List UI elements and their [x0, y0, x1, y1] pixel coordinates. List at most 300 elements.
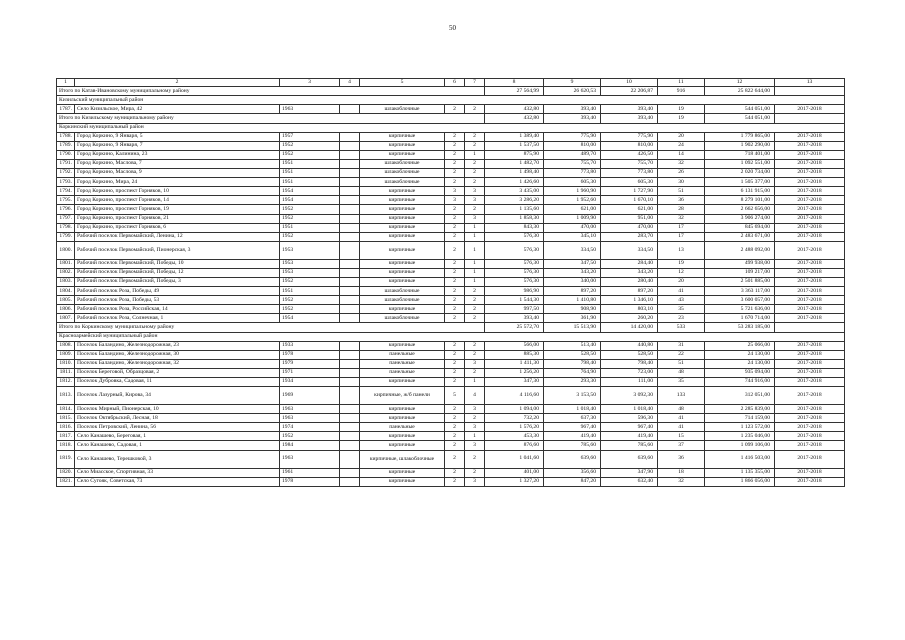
blank-cell [340, 350, 360, 359]
address-cell: Рабочий поселок Роза, Победы, 53 [75, 296, 280, 305]
wall-material-cell: кирпичные [360, 141, 445, 150]
row-number-cell: 1802. [57, 268, 75, 277]
residents-cell: 31 [658, 341, 705, 350]
column-number-cell: 7 [465, 79, 485, 87]
area-premises-cell: 1 009,90 [544, 214, 601, 223]
column-number-cell: 4 [340, 79, 360, 87]
cost-cell: 2 483 671,00 [705, 232, 775, 241]
row-number-cell: 1815. [57, 414, 75, 423]
area-premises-cell: 798,40 [544, 359, 601, 368]
area-residential-cell: 334,50 [601, 241, 658, 259]
row-number-cell: 1788. [57, 132, 75, 141]
district-total-row [57, 87, 845, 96]
period-cell: 2017-2018 [775, 378, 845, 387]
cost-cell: 2 488 092,00 [705, 241, 775, 259]
area-residential-cell: 605,30 [601, 178, 658, 187]
year-cell: 1974 [280, 423, 340, 432]
residents-cell: 12 [658, 268, 705, 277]
table-row [57, 187, 845, 196]
area-premises-cell: 775,90 [544, 132, 601, 141]
period-cell: 2017-2018 [775, 468, 845, 477]
row-number-cell: 1818. [57, 441, 75, 450]
cost-cell: 2 662 656,00 [705, 205, 775, 214]
floors-cell: 2 [445, 414, 465, 423]
cost-cell: 718 401,00 [705, 150, 775, 159]
row-number-cell: 1799. [57, 232, 75, 241]
floors-cell: 2 [445, 205, 465, 214]
cost-cell: 1 092 551,00 [705, 159, 775, 168]
area-cell: 1 544,30 [485, 296, 544, 305]
cost-cell: 744 916,00 [705, 378, 775, 387]
area-cell: 347,30 [485, 378, 544, 387]
period-cell: 2017-2018 [775, 241, 845, 259]
area-cell: 876,60 [485, 441, 544, 450]
residents-cell: 22 [658, 350, 705, 359]
year-cell: 1969 [280, 387, 340, 405]
wall-material-cell: шлакоблочные [360, 159, 445, 168]
table-row [57, 296, 845, 305]
year-cell: 1952 [280, 432, 340, 441]
floors-cell: 2 [445, 350, 465, 359]
period-cell: 2017-2018 [775, 214, 845, 223]
area-cell: 1 858,30 [485, 214, 544, 223]
entrances-cell: 1 [465, 378, 485, 387]
total-area-residential-cell: 22 206,87 [601, 87, 658, 96]
cost-cell: 3 363 117,00 [705, 287, 775, 296]
residents-cell: 17 [658, 223, 705, 232]
period-cell: 2017-2018 [775, 223, 845, 232]
total-cost-cell: 53 283 185,00 [705, 323, 775, 332]
area-cell: 3 286,20 [485, 196, 544, 205]
area-cell: 997,50 [485, 305, 544, 314]
row-number-cell: 1792. [57, 169, 75, 178]
wall-material-cell: кирпичные [360, 468, 445, 477]
area-premises-cell: 621,00 [544, 205, 601, 214]
cost-cell: 24 130,00 [705, 350, 775, 359]
address-cell: Поселок Баландино, Железнодорожная, 32 [75, 359, 280, 368]
cost-cell: 2 501 885,00 [705, 277, 775, 286]
table-row [57, 105, 845, 114]
blank-cell [340, 378, 360, 387]
year-cell: 1963 [280, 450, 340, 468]
residents-cell: 17 [658, 232, 705, 241]
address-cell: Город Коркино, проспект Горняков, 6 [75, 223, 280, 232]
table-row [57, 423, 845, 432]
district-section-label: Красноармейский муниципальный район [57, 332, 845, 341]
cost-cell: 1 235 046,00 [705, 432, 775, 441]
area-residential-cell: 596,30 [601, 414, 658, 423]
floors-cell: 2 [445, 314, 465, 323]
wall-material-cell: панельные [360, 423, 445, 432]
address-cell: Город Коркино, Мира, 24 [75, 178, 280, 187]
row-number-cell: 1787. [57, 105, 75, 114]
total-area-premises-cell: 15 513,90 [544, 323, 601, 332]
area-cell: 3 435,00 [485, 187, 544, 196]
row-number-cell: 1801. [57, 259, 75, 268]
area-cell: 1 256,20 [485, 368, 544, 377]
area-cell: 1 482,70 [485, 159, 544, 168]
residents-cell: 32 [658, 214, 705, 223]
year-cell: 1952 [280, 296, 340, 305]
address-cell: Город Коркино, Маслова, 7 [75, 159, 280, 168]
address-cell: Город Коркино, Маслова, 9 [75, 169, 280, 178]
row-number-cell: 1797. [57, 214, 75, 223]
blank-cell [340, 223, 360, 232]
row-number-cell: 1789. [57, 141, 75, 150]
page-number: 50 [449, 24, 456, 32]
total-cost-cell: 544 051,00 [705, 114, 775, 123]
residents-cell: 41 [658, 414, 705, 423]
column-number-row [57, 79, 845, 87]
table-row [57, 414, 845, 423]
wall-material-cell: кирпичные [360, 405, 445, 414]
row-number-cell: 1814. [57, 405, 75, 414]
entrances-cell: 3 [465, 187, 485, 196]
address-cell: Поселок Лазурный, Кирова, 34 [75, 387, 280, 405]
address-cell: Поселок Октябрьский, Лесная, 18 [75, 414, 280, 423]
area-cell: 732,20 [485, 414, 544, 423]
period-cell: 2017-2018 [775, 268, 845, 277]
entrances-cell: 1 [465, 223, 485, 232]
cost-cell: 544 051,00 [705, 105, 775, 114]
entrances-cell: 2 [465, 205, 485, 214]
area-premises-cell: 847,20 [544, 477, 601, 486]
table-row [57, 241, 845, 259]
period-cell: 2017-2018 [775, 196, 845, 205]
address-cell: Рабочий поселок Роза, Солнечная, 1 [75, 314, 280, 323]
row-number-cell: 1806. [57, 305, 75, 314]
floors-cell: 2 [445, 468, 465, 477]
district-total-row [57, 323, 845, 332]
district-section-row [57, 123, 845, 132]
column-number-cell: 3 [280, 79, 340, 87]
year-cell: 1951 [280, 287, 340, 296]
year-cell: 1934 [280, 378, 340, 387]
address-cell: Поселок Дубровка, Садовая, 11 [75, 378, 280, 387]
area-premises-cell: 489,70 [544, 150, 601, 159]
district-total-label: Итого по Катав-Ивановскому муниципальному району [57, 87, 485, 96]
area-residential-cell: 1 670,10 [601, 196, 658, 205]
cost-cell: 935 094,00 [705, 368, 775, 377]
floors-cell: 2 [445, 423, 465, 432]
total-area-residential-cell: 393,40 [601, 114, 658, 123]
blank-cell [340, 441, 360, 450]
area-premises-cell: 393,40 [544, 105, 601, 114]
row-number-cell: 1794. [57, 187, 75, 196]
wall-material-cell: кирпичные [360, 214, 445, 223]
year-cell: 1951 [280, 178, 340, 187]
table-row [57, 468, 845, 477]
column-number-cell: 12 [705, 79, 775, 87]
floors-cell: 2 [445, 432, 465, 441]
year-cell: 1952 [280, 305, 340, 314]
row-number-cell: 1804. [57, 287, 75, 296]
area-premises-cell: 513,40 [544, 341, 601, 350]
area-residential-cell: 284,40 [601, 259, 658, 268]
wall-material-cell: шлакоблочные [360, 296, 445, 305]
year-cell: 1951 [280, 169, 340, 178]
residents-cell: 13 [658, 241, 705, 259]
residents-cell: 51 [658, 187, 705, 196]
address-cell: Город Коркино, проспект Горняков, 14 [75, 196, 280, 205]
total-area-cell: 27 564,99 [485, 87, 544, 96]
floors-cell: 2 [445, 105, 465, 114]
blank-cell [340, 196, 360, 205]
entrances-cell: 2 [465, 159, 485, 168]
entrances-cell: 2 [465, 178, 485, 187]
period-cell: 2017-2018 [775, 141, 845, 150]
period-cell: 2017-2018 [775, 405, 845, 414]
cost-cell: 24 130,00 [705, 359, 775, 368]
floors-cell: 2 [445, 441, 465, 450]
floors-cell: 2 [445, 178, 465, 187]
area-premises-cell: 639,60 [544, 450, 601, 468]
wall-material-cell: кирпичные [360, 378, 445, 387]
year-cell: 1952 [280, 141, 340, 150]
address-cell: Поселок Петровский, Ленина, 56 [75, 423, 280, 432]
table-row [57, 259, 845, 268]
area-premises-cell: 334,50 [544, 241, 601, 259]
area-cell: 1 537,50 [485, 141, 544, 150]
wall-material-cell: кирпичные [360, 432, 445, 441]
cost-cell: 714 159,00 [705, 414, 775, 423]
wall-material-cell: кирпичные [360, 132, 445, 141]
blank-cell [340, 405, 360, 414]
year-cell: 1953 [280, 268, 340, 277]
entrances-cell: 1 [465, 150, 485, 159]
table-row [57, 368, 845, 377]
table-row [57, 314, 845, 323]
area-cell: 576,30 [485, 277, 544, 286]
wall-material-cell: кирпичные [360, 205, 445, 214]
entrances-cell: 1 [465, 232, 485, 241]
year-cell: 1978 [280, 477, 340, 486]
table-row [57, 405, 845, 414]
row-number-cell: 1819. [57, 450, 75, 468]
row-number-cell: 1798. [57, 223, 75, 232]
row-number-cell: 1796. [57, 205, 75, 214]
area-premises-cell: 810,00 [544, 141, 601, 150]
area-residential-cell: 798,40 [601, 359, 658, 368]
address-cell: Рабочий поселок Первомайский, Победы, 12 [75, 268, 280, 277]
blank-cell [340, 268, 360, 277]
total-area-cell: 25 572,70 [485, 323, 544, 332]
entrances-cell: 2 [465, 468, 485, 477]
area-residential-cell: 419,40 [601, 432, 658, 441]
floors-cell: 2 [445, 287, 465, 296]
floors-cell: 2 [445, 169, 465, 178]
period-cell: 2017-2018 [775, 423, 845, 432]
cost-cell: 3 906 274,00 [705, 214, 775, 223]
address-cell: Поселок Береговой, Образцовая, 2 [75, 368, 280, 377]
total-area-cell: 432,80 [485, 114, 544, 123]
blank-cell [340, 232, 360, 241]
address-cell: Село Сугояк, Советская, 73 [75, 477, 280, 486]
area-premises-cell: 1 018,40 [544, 405, 601, 414]
table-row [57, 141, 845, 150]
entrances-cell: 3 [465, 359, 485, 368]
wall-material-cell: шлакоблочные [360, 314, 445, 323]
district-section-label: Коркинский муниципальный район [57, 123, 845, 132]
area-residential-cell: 280,40 [601, 277, 658, 286]
area-cell: 576,30 [485, 259, 544, 268]
residents-cell: 133 [658, 387, 705, 405]
total-period-cell [775, 87, 845, 96]
table-row [57, 477, 845, 486]
total-period-cell [775, 114, 845, 123]
row-number-cell: 1807. [57, 314, 75, 323]
cost-cell: 2 020 734,00 [705, 169, 775, 178]
blank-cell [340, 277, 360, 286]
area-residential-cell: 1 727,90 [601, 187, 658, 196]
cost-cell: 499 938,00 [705, 259, 775, 268]
residents-cell: 41 [658, 287, 705, 296]
floors-cell: 2 [445, 132, 465, 141]
blank-cell [340, 423, 360, 432]
residents-cell: 30 [658, 178, 705, 187]
table-row [57, 268, 845, 277]
address-cell: Село Канашево, Береговая, 1 [75, 432, 280, 441]
address-cell: Город Коркино, проспект Горняков, 19 [75, 205, 280, 214]
residents-cell: 19 [658, 105, 705, 114]
cost-cell: 1 670 714,00 [705, 314, 775, 323]
table-row [57, 196, 845, 205]
row-number-cell: 1813. [57, 387, 75, 405]
blank-cell [340, 169, 360, 178]
residents-cell: 41 [658, 423, 705, 432]
residents-cell: 35 [658, 378, 705, 387]
period-cell: 2017-2018 [775, 441, 845, 450]
area-residential-cell: 470,00 [601, 223, 658, 232]
period-cell: 2017-2018 [775, 187, 845, 196]
row-number-cell: 1791. [57, 159, 75, 168]
cost-cell: 1 416 503,00 [705, 450, 775, 468]
year-cell: 1963 [280, 105, 340, 114]
row-number-cell: 1803. [57, 277, 75, 286]
blank-cell [340, 241, 360, 259]
period-cell: 2017-2018 [775, 387, 845, 405]
total-period-cell [775, 323, 845, 332]
area-cell: 875,90 [485, 150, 544, 159]
wall-material-cell: кирпичные [360, 196, 445, 205]
area-cell: 885,30 [485, 350, 544, 359]
area-residential-cell: 343,20 [601, 268, 658, 277]
wall-material-cell: шлакоблочные [360, 178, 445, 187]
year-cell: 1954 [280, 314, 340, 323]
row-number-cell: 1795. [57, 196, 75, 205]
address-cell: Рабочий поселок Первомайский, Победы, 10 [75, 259, 280, 268]
entrances-cell: 2 [465, 414, 485, 423]
table-row [57, 432, 845, 441]
table-row [57, 214, 845, 223]
area-cell: 1 426,60 [485, 178, 544, 187]
address-cell: Рабочий поселок Первомайский, Победы, 3 [75, 277, 280, 286]
area-cell: 1 576,20 [485, 423, 544, 432]
residents-cell: 18 [658, 468, 705, 477]
area-cell: 1 411,30 [485, 359, 544, 368]
total-area-residential-cell: 14 420,00 [601, 323, 658, 332]
table-row [57, 378, 845, 387]
residents-cell: 15 [658, 432, 705, 441]
column-number-cell: 10 [601, 79, 658, 87]
year-cell: 1953 [280, 259, 340, 268]
wall-material-cell: панельные [360, 368, 445, 377]
district-total-label: Итого по Коркинскому муниципальному району [57, 323, 485, 332]
table-row [57, 441, 845, 450]
row-number-cell: 1816. [57, 423, 75, 432]
area-residential-cell: 440,80 [601, 341, 658, 350]
area-residential-cell: 775,90 [601, 132, 658, 141]
period-cell: 2017-2018 [775, 205, 845, 214]
residents-cell: 23 [658, 314, 705, 323]
row-number-cell: 1820. [57, 468, 75, 477]
district-total-label: Итого по Кизильскому муниципальному району [57, 114, 485, 123]
column-number-cell: 9 [544, 79, 601, 87]
area-cell: 576,30 [485, 232, 544, 241]
cost-cell: 5 721 636,00 [705, 305, 775, 314]
blank-cell [340, 468, 360, 477]
year-cell: 1979 [280, 359, 340, 368]
year-cell: 1952 [280, 214, 340, 223]
cost-cell: 1 123 572,00 [705, 423, 775, 432]
area-cell: 1 135,60 [485, 205, 544, 214]
address-cell: Село Кизильское, Мира, 42 [75, 105, 280, 114]
period-cell: 2017-2018 [775, 277, 845, 286]
entrances-cell: 2 [465, 305, 485, 314]
address-cell: Город Коркино, проспект Горняков, 10 [75, 187, 280, 196]
district-section-label: Кизильский муниципальный район [57, 96, 845, 105]
row-number-cell: 1812. [57, 378, 75, 387]
address-cell: Поселок Баландино, Железнодорожная, 30 [75, 350, 280, 359]
column-number-cell: 6 [445, 79, 465, 87]
period-cell: 2017-2018 [775, 150, 845, 159]
table-row [57, 287, 845, 296]
entrances-cell: 2 [465, 296, 485, 305]
table-row [57, 232, 845, 241]
blank-cell [340, 132, 360, 141]
row-number-cell: 1817. [57, 432, 75, 441]
area-premises-cell: 1 410,80 [544, 296, 601, 305]
year-cell: 1961 [280, 468, 340, 477]
floors-cell: 2 [445, 232, 465, 241]
area-residential-cell: 967,40 [601, 423, 658, 432]
area-residential-cell: 283,70 [601, 232, 658, 241]
total-area-premises-cell: 26 620,53 [544, 87, 601, 96]
area-premises-cell: 347,50 [544, 259, 601, 268]
blank-cell [340, 432, 360, 441]
entrances-cell: 3 [465, 423, 485, 432]
floors-cell: 2 [445, 223, 465, 232]
blank-cell [340, 305, 360, 314]
year-cell: 1953 [280, 241, 340, 259]
blank-cell [340, 159, 360, 168]
table-row [57, 450, 845, 468]
residents-cell: 20 [658, 277, 705, 286]
entrances-cell: 2 [465, 132, 485, 141]
year-cell: 1951 [280, 223, 340, 232]
area-residential-cell: 773,80 [601, 169, 658, 178]
area-residential-cell: 897,20 [601, 287, 658, 296]
total-residents-cell: 19 [658, 114, 705, 123]
column-number-cell: 2 [75, 79, 280, 87]
area-residential-cell: 632,40 [601, 477, 658, 486]
blank-cell [340, 414, 360, 423]
area-cell: 1 327,20 [485, 477, 544, 486]
wall-material-cell: кирпичные [360, 341, 445, 350]
entrances-cell: 1 [465, 277, 485, 286]
year-cell: 1963 [280, 414, 340, 423]
cost-cell: 1 779 865,00 [705, 132, 775, 141]
